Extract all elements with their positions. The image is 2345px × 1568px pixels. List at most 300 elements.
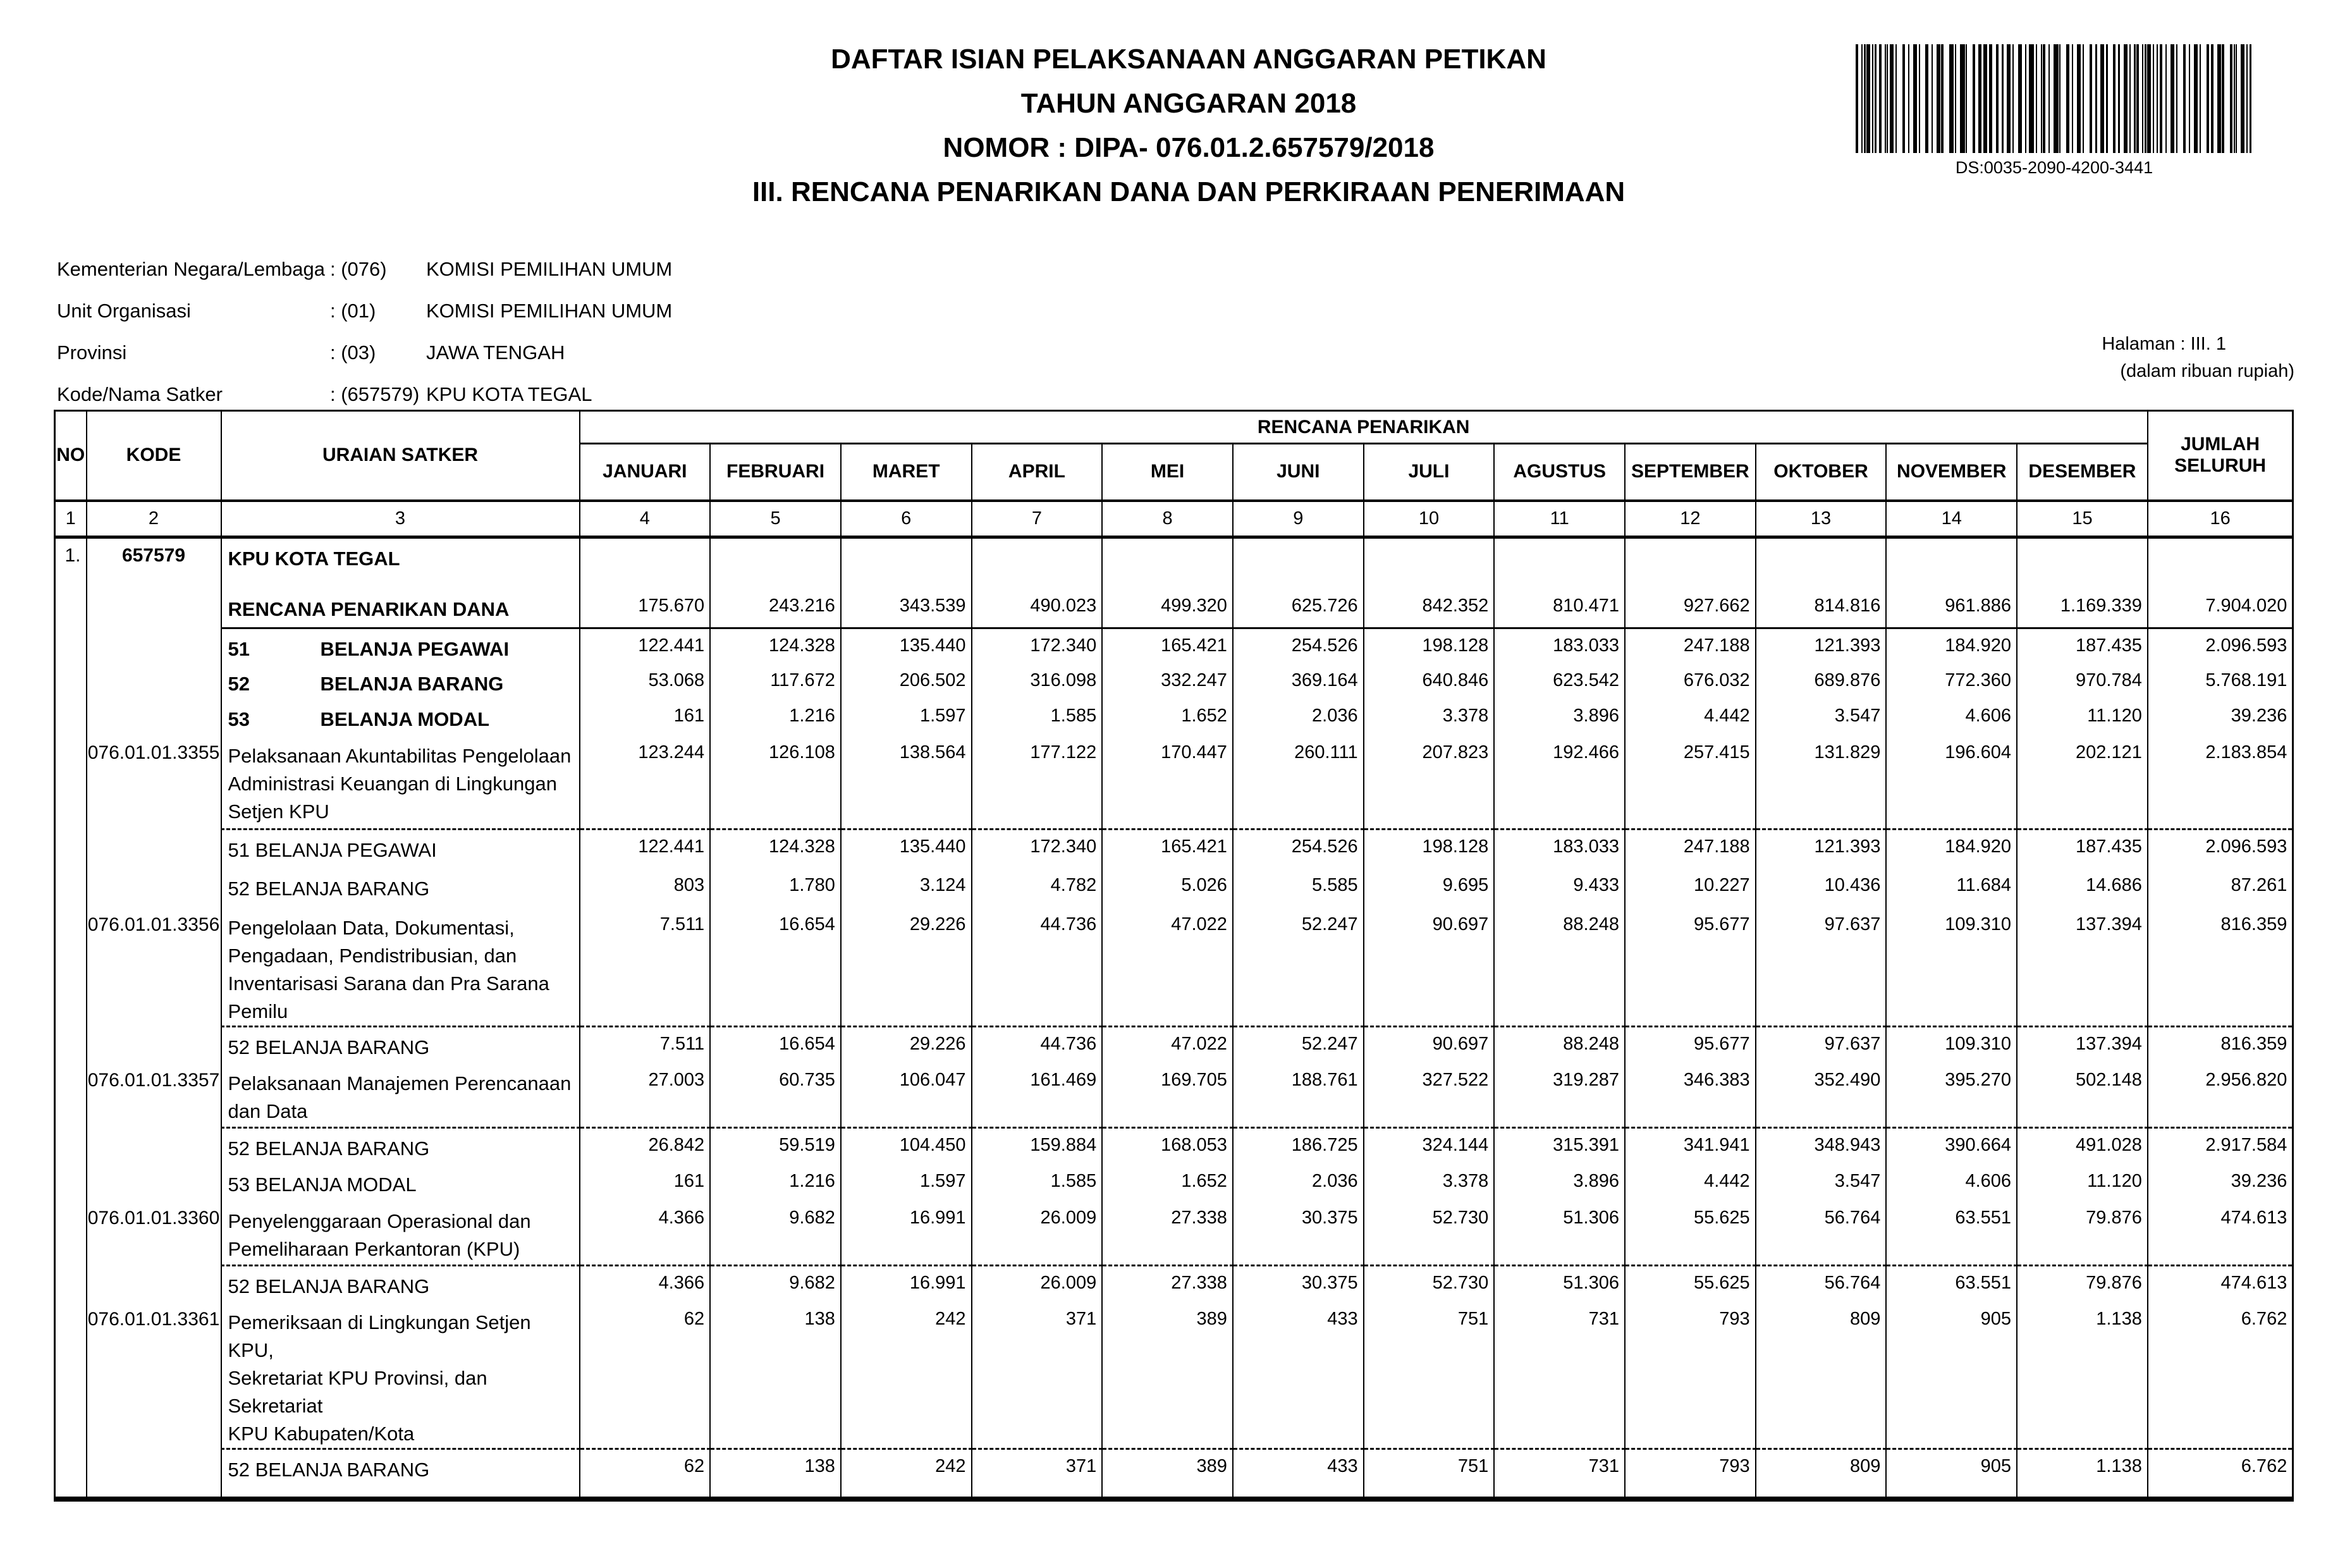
value-cell: 187.435 [2017,830,2148,869]
kode-cell: 076.01.01.3355 [87,736,221,830]
value-cell: 183.033 [1494,830,1625,869]
value-cell: 137.394 [2017,908,2148,1027]
no-cell [55,1266,87,1302]
meta-value: KOMISI PEMILIHAN UMUM [426,300,673,322]
no-cell [55,1027,87,1063]
table-row [55,1027,2293,1063]
value-cell: 11.120 [2017,1165,2148,1201]
value-cell [580,537,711,589]
uraian-label: BELANJA BARANG [320,672,504,695]
value-cell: 206.502 [841,664,972,699]
no-cell [55,589,87,628]
value-cell: 123.244 [580,736,711,830]
value-cell: 27.003 [580,1063,711,1128]
value-cell: 90.697 [1364,908,1495,1027]
month-header: NOVEMBER [1886,444,2017,501]
value-cell: 327.522 [1364,1063,1495,1128]
no-cell [55,1449,87,1499]
value-cell: 809 [1756,1302,1887,1449]
col-number-cell: 6 [841,501,972,537]
no-cell [55,1128,87,1165]
value-cell: 29.226 [841,1027,972,1063]
value-cell: 137.394 [2017,1027,2148,1063]
uraian-cell [221,537,580,589]
value-cell: 1.138 [2017,1449,2148,1499]
value-cell: 1.597 [841,699,972,736]
value-cell: 842.352 [1364,589,1495,628]
value-cell: 1.780 [710,869,841,908]
value-cell: 491.028 [2017,1128,2148,1165]
month-header: MEI [1102,444,1233,501]
kode-cell [87,589,221,628]
uraian-label: BELANJA PEGAWAI [320,638,510,660]
barcode-caption: DS:0035-2090-4200-3441 [1955,158,2153,177]
value-cell: 247.188 [1625,628,1756,664]
value-cell: 52.247 [1233,908,1364,1027]
value-cell: 59.519 [710,1128,841,1165]
value-cell: 4.606 [1886,1165,2017,1201]
total-cell: 5.768.191 [2148,664,2293,699]
value-cell: 490.023 [972,589,1103,628]
value-cell: 254.526 [1233,830,1364,869]
uraian-line: 52 BELANJA BARANG [228,1275,430,1297]
value-cell: 803 [580,869,711,908]
value-cell: 371 [972,1302,1103,1449]
value-cell: 109.310 [1886,1027,2017,1063]
value-cell: 170.447 [1102,736,1233,830]
meta-value: JAWA TENGAH [426,341,565,364]
uraian-cell [221,1302,580,1449]
value-cell: 4.606 [1886,699,2017,736]
value-cell: 175.670 [580,589,711,628]
meta-code: : (01) [330,300,376,322]
value-cell: 196.604 [1886,736,2017,830]
value-cell: 2.036 [1233,1165,1364,1201]
value-cell: 1.652 [1102,699,1233,736]
value-cell: 905 [1886,1449,2017,1499]
uraian-line: Pemilu [228,1000,288,1022]
value-cell: 5.026 [1102,869,1233,908]
col-number-cell: 11 [1494,501,1625,537]
value-cell: 184.920 [1886,628,2017,664]
col-number-cell: 15 [2017,501,2148,537]
kode-cell [87,1165,221,1201]
value-cell: 254.526 [1233,628,1364,664]
value-cell: 927.662 [1625,589,1756,628]
value-cell: 3.378 [1364,699,1495,736]
total-cell: 816.359 [2148,908,2293,1027]
total-cell: 2.096.593 [2148,830,2293,869]
month-header: JANUARI [580,444,711,501]
meta-row [57,383,672,406]
value-cell: 16.654 [710,1027,841,1063]
meta-row [57,341,672,364]
value-cell: 3.378 [1364,1165,1495,1201]
value-cell: 793 [1625,1449,1756,1499]
value-cell [1886,537,2017,589]
uraian-line: Penyelenggaraan Operasional dan [228,1210,531,1232]
value-cell: 433 [1233,1302,1364,1449]
value-cell: 138 [710,1302,841,1449]
uraian-cell [221,628,580,664]
value-cell: 9.682 [710,1266,841,1302]
value-cell: 29.226 [841,908,972,1027]
uraian-line: Setjen KPU [228,800,329,823]
meta-code: : (657579) [330,383,420,405]
value-cell: 159.884 [972,1128,1103,1165]
value-cell: 260.111 [1233,736,1364,830]
value-cell: 192.466 [1494,736,1625,830]
value-cell: 104.450 [841,1128,972,1165]
value-cell: 1.585 [972,699,1103,736]
value-cell: 10.436 [1756,869,1887,908]
uraian-line: 52 BELANJA BARANG [228,1036,430,1058]
col-number-cell: 2 [87,501,221,537]
kode-cell [87,869,221,908]
table-row [55,1165,2293,1201]
value-cell: 970.784 [2017,664,2148,699]
value-cell: 348.943 [1756,1128,1887,1165]
month-header: AGUSTUS [1494,444,1625,501]
value-cell: 7.511 [580,1027,711,1063]
value-cell: 772.360 [1886,664,2017,699]
value-cell: 122.441 [580,830,711,869]
value-cell: 51.306 [1494,1266,1625,1302]
value-cell: 79.876 [2017,1201,2148,1266]
title-line-1: DAFTAR ISIAN PELAKSANAAN ANGGARAN PETIKAN [831,44,1546,75]
value-cell: 905 [1886,1302,2017,1449]
table-row [55,589,2293,628]
value-cell: 172.340 [972,830,1103,869]
value-cell: 389 [1102,1302,1233,1449]
value-cell: 1.216 [710,1165,841,1201]
uraian-line: dan Data [228,1099,308,1122]
value-cell: 62 [580,1302,711,1449]
value-cell: 689.876 [1756,664,1887,699]
uraian-cell [221,1201,580,1266]
month-header: JULI [1364,444,1495,501]
table-row [55,628,2293,664]
uraian-cell [221,664,580,699]
total-cell: 6.762 [2148,1302,2293,1449]
value-cell: 731 [1494,1449,1625,1499]
value-cell: 131.829 [1756,736,1887,830]
kode-cell [87,699,221,736]
value-cell: 242 [841,1302,972,1449]
value-cell: 121.393 [1756,628,1887,664]
value-cell: 26.842 [580,1128,711,1165]
no-cell [55,736,87,830]
value-cell: 95.677 [1625,908,1756,1027]
meta-label: Unit Organisasi [57,300,191,322]
value-cell: 138.564 [841,736,972,830]
table-row [55,699,2293,736]
value-cell: 198.128 [1364,830,1495,869]
value-cell: 341.941 [1625,1128,1756,1165]
value-cell: 63.551 [1886,1266,2017,1302]
uraian-cell [221,1128,580,1165]
value-cell: 315.391 [1494,1128,1625,1165]
value-cell: 3.547 [1756,1165,1887,1201]
month-header: APRIL [972,444,1103,501]
barcode-image [1856,44,2253,153]
uraian-line: Pengadaan, Pendistribusian, dan [228,944,517,967]
uraian-line: Pelaksanaan Akuntabilitas Pengelolaan [228,744,572,767]
value-cell: 243.216 [710,589,841,628]
value-cell: 676.032 [1625,664,1756,699]
value-cell: 52.730 [1364,1266,1495,1302]
uraian-line: Pelaksanaan Manajemen Perencanaan [228,1072,572,1094]
value-cell: 165.421 [1102,628,1233,664]
value-cell: 124.328 [710,628,841,664]
value-cell: 53.068 [580,664,711,699]
value-cell: 27.338 [1102,1266,1233,1302]
value-cell: 187.435 [2017,628,2148,664]
table-row [55,908,2293,1027]
value-cell: 7.511 [580,908,711,1027]
value-cell: 95.677 [1625,1027,1756,1063]
table-row [55,1128,2293,1165]
value-cell: 1.597 [841,1165,972,1201]
total-cell: 2.956.820 [2148,1063,2293,1128]
value-cell: 88.248 [1494,908,1625,1027]
value-cell: 62 [580,1449,711,1499]
value-cell: 88.248 [1494,1027,1625,1063]
col-header-uraian: URAIAN SATKER [221,411,580,501]
kode-cell: 657579 [87,537,221,589]
no-cell [55,1063,87,1128]
uraian-cell [221,1266,580,1302]
uraian-label: BELANJA MODAL [320,707,490,730]
value-cell: 16.991 [841,1266,972,1302]
value-cell: 207.823 [1364,736,1495,830]
uraian-cell [221,830,580,869]
value-cell: 97.637 [1756,1027,1887,1063]
total-cell: 474.613 [2148,1266,2293,1302]
value-cell: 316.098 [972,664,1103,699]
value-cell: 623.542 [1494,664,1625,699]
value-cell: 44.736 [972,1027,1103,1063]
uraian-code: 53 [228,707,250,730]
no-cell: 1. [55,537,87,589]
value-cell: 188.761 [1233,1063,1364,1128]
value-cell [2017,537,2148,589]
title-line-2: TAHUN ANGGARAN 2018 [1020,88,1357,119]
value-cell: 183.033 [1494,628,1625,664]
value-cell [841,537,972,589]
value-cell: 640.846 [1364,664,1495,699]
value-cell: 161 [580,1165,711,1201]
uraian-line: Sekretariat KPU Provinsi, dan Sekretariat [228,1366,487,1417]
value-cell: 177.122 [972,736,1103,830]
value-cell [1494,537,1625,589]
col-number-cell: 3 [221,501,580,537]
table-row [55,1063,2293,1128]
month-header: OKTOBER [1756,444,1887,501]
page-info [2102,334,2294,382]
value-cell: 242 [841,1449,972,1499]
col-number-cell: 7 [972,501,1103,537]
col-number-cell: 10 [1364,501,1495,537]
kode-cell [87,830,221,869]
total-cell: 39.236 [2148,699,2293,736]
uraian-cell [221,908,580,1027]
kode-cell: 076.01.01.3357 [87,1063,221,1128]
value-cell: 168.053 [1102,1128,1233,1165]
value-cell: 346.383 [1625,1063,1756,1128]
value-cell: 257.415 [1625,736,1756,830]
total-cell: 2.096.593 [2148,628,2293,664]
meta-row [57,300,672,322]
col-header-jumlah-seluruh: JUMLAH SELURUH [2148,411,2293,501]
meta-row [57,258,672,281]
value-cell: 90.697 [1364,1027,1495,1063]
value-cell: 810.471 [1494,589,1625,628]
value-cell: 27.338 [1102,1201,1233,1266]
value-cell: 1.216 [710,699,841,736]
kode-cell [87,1027,221,1063]
meta-code: : (076) [330,258,387,280]
uraian-line: KPU KOTA TEGAL [228,548,400,570]
value-cell [1364,537,1495,589]
value-cell: 3.124 [841,869,972,908]
value-cell [1756,537,1887,589]
value-cell: 751 [1364,1302,1495,1449]
value-cell [1625,537,1756,589]
value-cell: 55.625 [1625,1201,1756,1266]
value-cell: 1.138 [2017,1302,2148,1449]
uraian-line: 52 BELANJA BARANG [228,1137,430,1160]
title-line-4: III. RENCANA PENARIKAN DANA DAN PERKIRAAN PENERIMAAN [752,176,1626,207]
month-header: JUNI [1233,444,1364,501]
no-cell [55,628,87,664]
table-row [55,1302,2293,1449]
no-cell [55,1165,87,1201]
value-cell: 138 [710,1449,841,1499]
total-cell: 6.762 [2148,1449,2293,1499]
kode-cell [87,1128,221,1165]
uraian-line: 52 BELANJA BARANG [228,877,430,900]
total-cell: 2.917.584 [2148,1128,2293,1165]
kode-cell: 076.01.01.3361 [87,1302,221,1449]
value-cell: 126.108 [710,736,841,830]
value-cell: 1.652 [1102,1165,1233,1201]
table-row [55,537,2293,589]
value-cell: 352.490 [1756,1063,1887,1128]
value-cell: 4.366 [580,1266,711,1302]
value-cell: 26.009 [972,1201,1103,1266]
value-cell: 1.169.339 [2017,589,2148,628]
value-cell: 4.442 [1625,699,1756,736]
value-cell: 9.433 [1494,869,1625,908]
value-cell: 55.625 [1625,1266,1756,1302]
col-header-kode: KODE [87,411,221,501]
kode-cell [87,664,221,699]
value-cell: 97.637 [1756,908,1887,1027]
value-cell: 79.876 [2017,1266,2148,1302]
no-cell [55,664,87,699]
value-cell: 369.164 [1233,664,1364,699]
value-cell: 502.148 [2017,1063,2148,1128]
table-row [55,1201,2293,1266]
value-cell: 4.782 [972,869,1103,908]
value-cell: 56.764 [1756,1266,1887,1302]
value-cell: 499.320 [1102,589,1233,628]
month-header: SEPTEMBER [1625,444,1756,501]
value-cell: 121.393 [1756,830,1887,869]
col-number-cell: 9 [1233,501,1364,537]
meta-code: : (03) [330,341,376,364]
value-cell: 172.340 [972,628,1103,664]
uraian-cell [221,869,580,908]
col-header-rencana-penarikan: RENCANA PENARIKAN [580,411,2148,444]
table-row [55,830,2293,869]
value-cell: 16.654 [710,908,841,1027]
uraian-line: KPU Kabupaten/Kota [228,1422,415,1445]
value-cell: 9.682 [710,1201,841,1266]
value-cell: 122.441 [580,628,711,664]
kode-cell [87,1449,221,1499]
value-cell: 169.705 [1102,1063,1233,1128]
value-cell: 10.227 [1625,869,1756,908]
uraian-cell [221,699,580,736]
value-cell: 26.009 [972,1266,1103,1302]
table-row [55,664,2293,699]
value-cell: 52.730 [1364,1201,1495,1266]
uraian-line: 51 BELANJA PEGAWAI [228,839,437,861]
meta-value: KOMISI PEMILIHAN UMUM [426,258,673,280]
value-cell: 433 [1233,1449,1364,1499]
value-cell: 1.585 [972,1165,1103,1201]
value-cell: 11.120 [2017,699,2148,736]
uraian-line: Inventarisasi Sarana dan Pra Sarana [228,972,549,995]
value-cell [1102,537,1233,589]
value-cell: 324.144 [1364,1128,1495,1165]
uraian-line: Pemeliharaan Perkantoran (KPU) [228,1237,520,1260]
value-cell: 124.328 [710,830,841,869]
meta-label: Kementerian Negara/Lembaga [57,258,325,280]
value-cell: 30.375 [1233,1266,1364,1302]
uraian-cell [221,589,580,628]
col-number-cell: 1 [55,501,87,537]
value-cell: 52.247 [1233,1027,1364,1063]
meta-value: KPU KOTA TEGAL [426,383,592,405]
col-number-cell: 13 [1756,501,1887,537]
value-cell: 395.270 [1886,1063,2017,1128]
value-cell: 109.310 [1886,908,2017,1027]
kode-cell [87,1266,221,1302]
uraian-code: 52 [228,672,250,695]
value-cell: 4.442 [1625,1165,1756,1201]
col-number-cell: 4 [580,501,711,537]
value-cell: 56.764 [1756,1201,1887,1266]
month-header: FEBRUARI [710,444,841,501]
value-cell: 106.047 [841,1063,972,1128]
document-title [752,46,1625,223]
value-cell: 5.585 [1233,869,1364,908]
value-cell: 11.684 [1886,869,2017,908]
uraian-cell [221,1063,580,1128]
uraian-line: Administrasi Keuangan di Lingkungan [228,772,557,795]
total-cell: 2.183.854 [2148,736,2293,830]
value-cell: 14.686 [2017,869,2148,908]
uraian-cell [221,736,580,830]
col-number-cell: 8 [1102,501,1233,537]
kode-cell: 076.01.01.3360 [87,1201,221,1266]
table-row [55,1449,2293,1499]
meta-label: Kode/Nama Satker [57,383,223,405]
month-header: MARET [841,444,972,501]
